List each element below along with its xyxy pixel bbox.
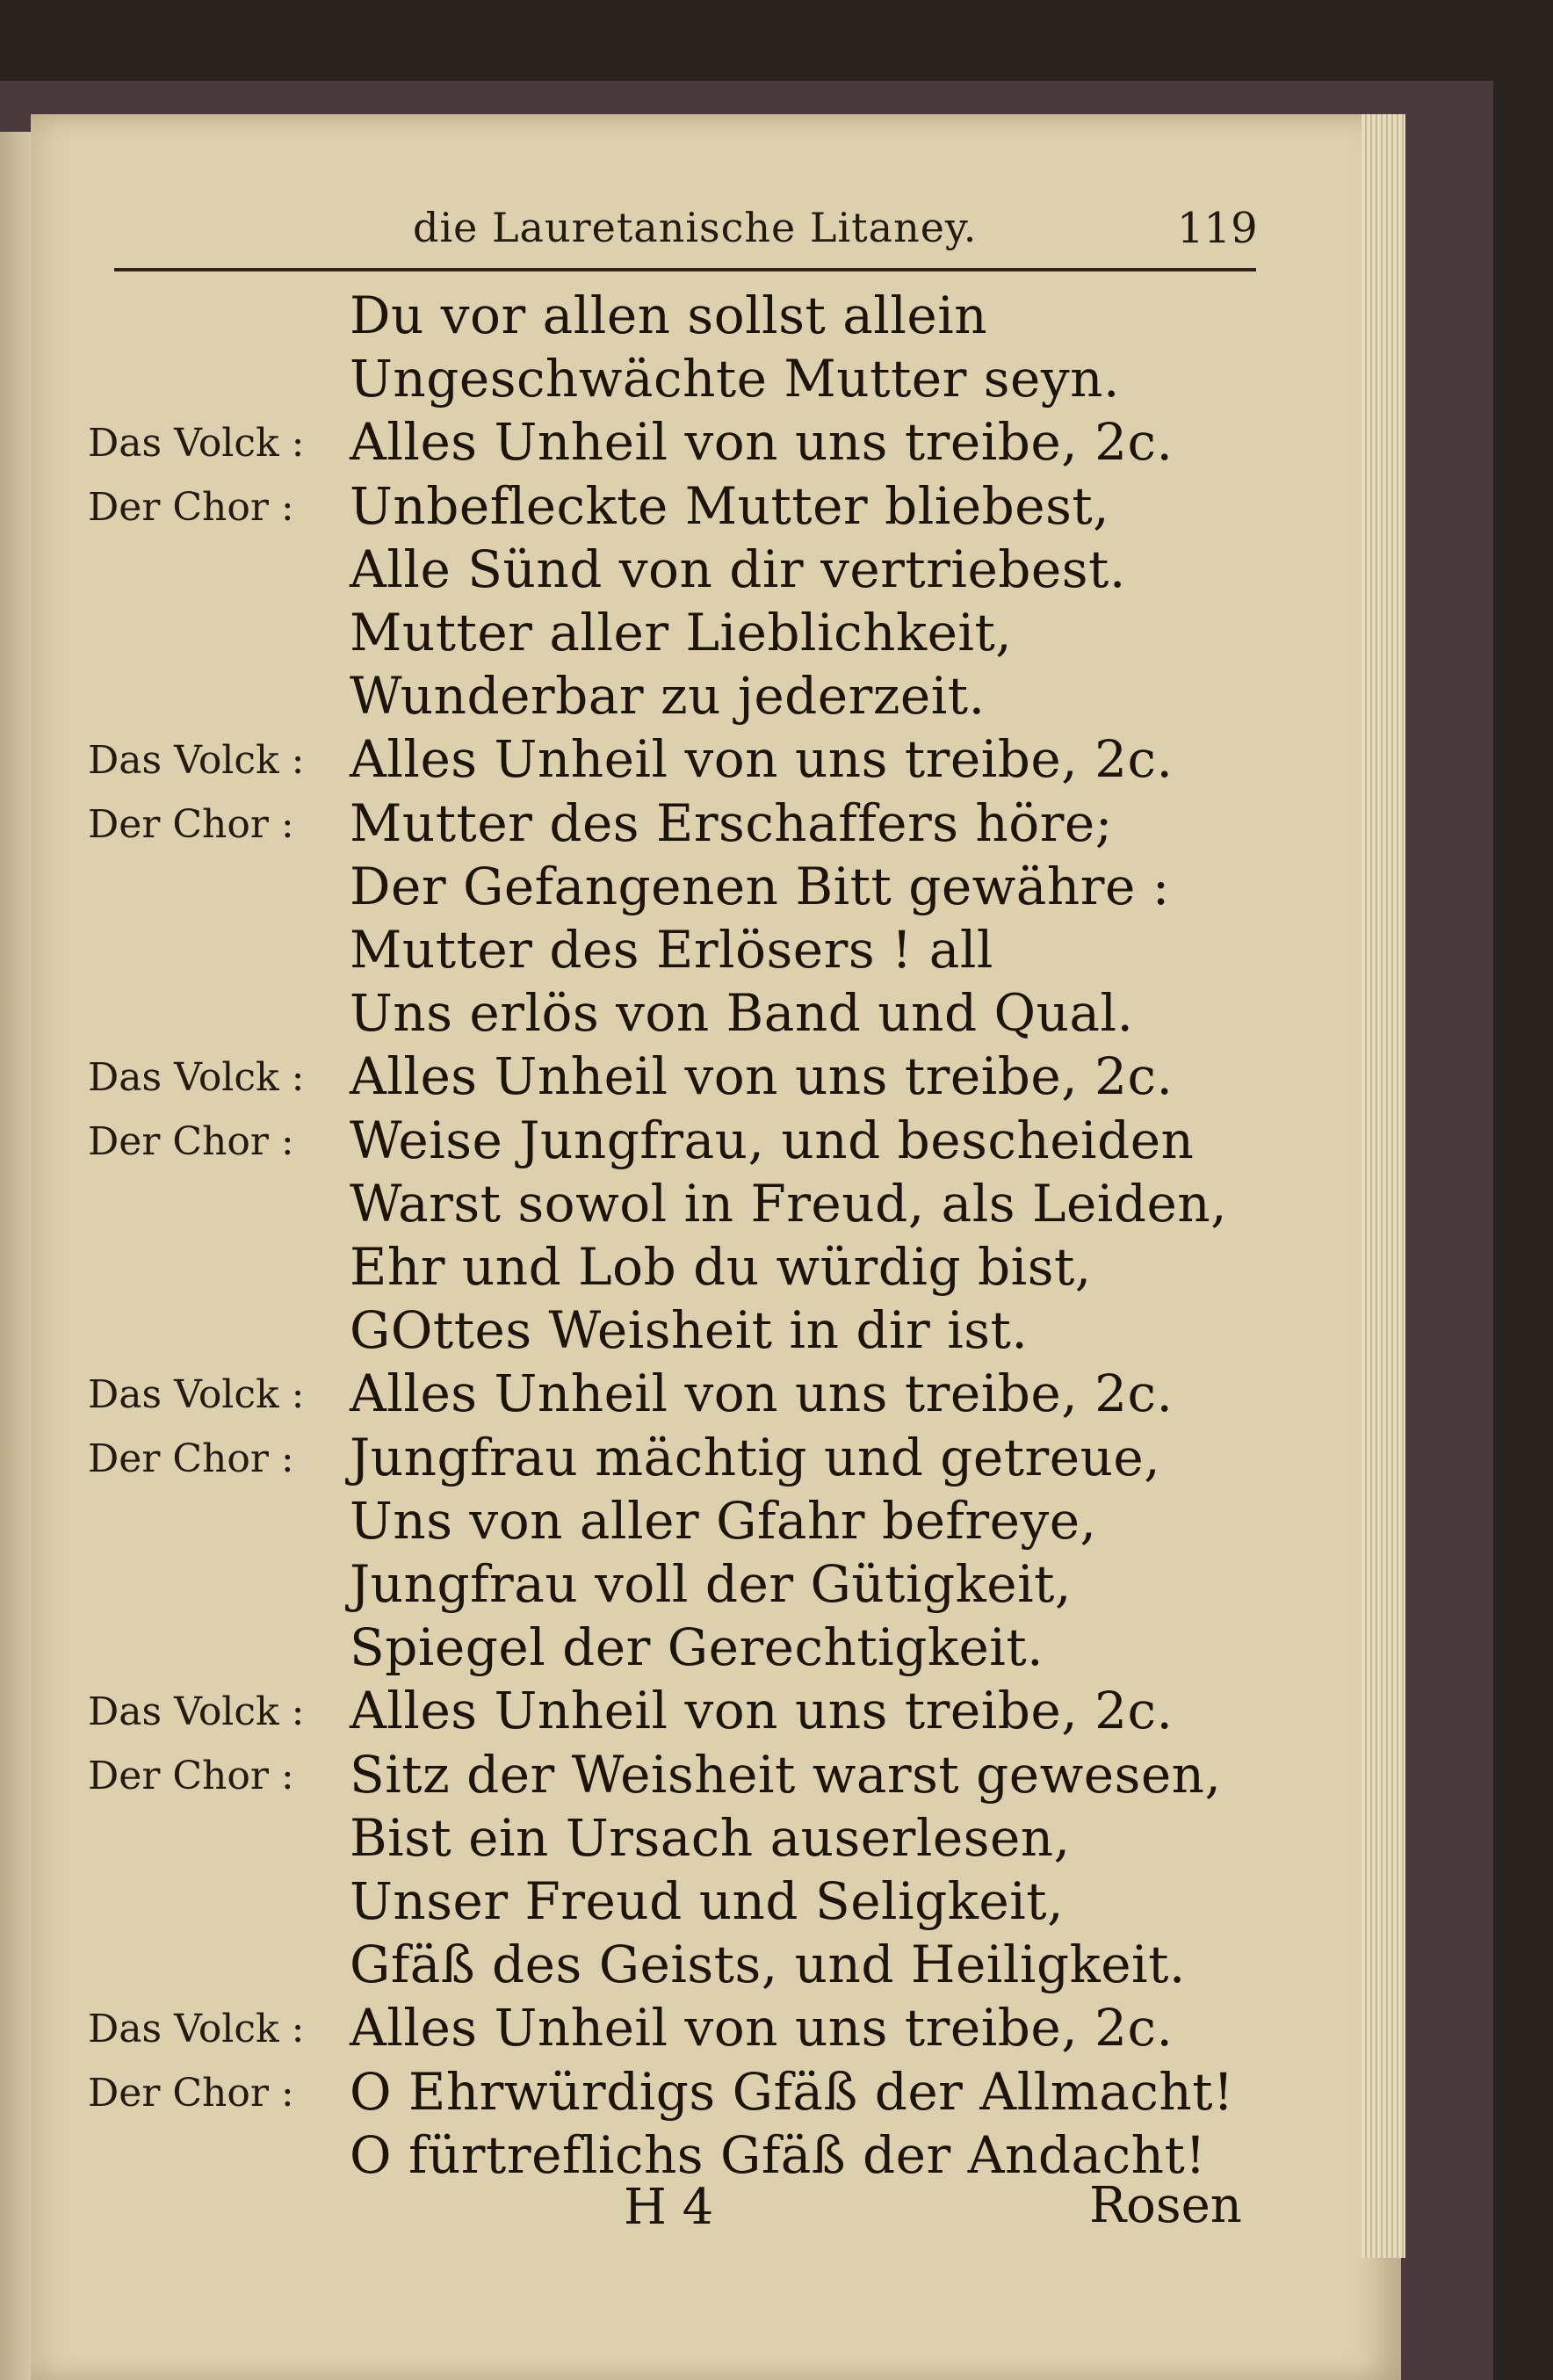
verse-line: Alles Unheil von uns treibe, 2c. [350,1681,1174,1741]
verse-line: Weise Jungfrau, und bescheiden [350,1110,1195,1170]
speaker-label: Der Chor : [88,1436,294,1481]
page-edges [1362,114,1405,2258]
speaker-label: Das Volck : [88,1689,305,1735]
speaker-label: Das Volck : [88,1372,305,1418]
verse-line: Der Gefangenen Bitt gewähre : [350,856,1170,916]
verse-line: Alles Unheil von uns treibe, 2c. [350,1046,1174,1107]
verse-line: Alles Unheil von uns treibe, 2c. [350,412,1174,473]
speaker-label: Der Chor : [88,484,294,530]
verse-line: Unbefleckte Mutter bliebest, [350,475,1110,536]
verse-line: Uns erlös von Band und Qual. [350,983,1134,1044]
verse-line: Warst sowol in Freud, als Leiden, [350,1173,1228,1233]
speaker-label: Das Volck : [88,1055,305,1101]
verse-line: GOttes Weisheit in dir ist. [350,1300,1029,1361]
verse-line: Uns von aller Gfahr befreye, [350,1490,1097,1551]
verse-line: Jungfrau voll der Gütigkeit, [350,1554,1072,1614]
speaker-label: Das Volck : [88,2007,305,2052]
facing-page-edge [0,132,35,2380]
page-number: 119 [1177,204,1258,253]
running-title: die Lauretanische Litaney. [413,204,978,251]
verse-line: Sitz der Weisheit warst gewesen, [350,1744,1222,1805]
verse-line: Alles Unheil von uns treibe, 2c. [350,1364,1174,1424]
verse-line: Wunderbar zu jederzeit. [350,666,986,727]
speaker-label: Das Volck : [88,738,305,784]
verse-line: Bist ein Ursach auserlesen, [350,1807,1071,1868]
speaker-label: Der Chor : [88,801,294,847]
verse-line: Gfäß des Geists, und Heiligkeit. [350,1935,1186,1995]
verse-line: Spiegel der Gerechtigkeit. [350,1617,1044,1678]
header-rule [114,268,1256,271]
speaker-label: Das Volck : [88,421,305,467]
verse-line: Alles Unheil von uns treibe, 2c. [350,729,1174,790]
verse-line: Ungeschwächte Mutter seyn. [350,349,1120,409]
speaker-label: Der Chor : [88,1118,294,1164]
speaker-label: Der Chor : [88,2070,294,2116]
verse-line: O Ehrwürdigs Gfäß der Allmacht! [350,2061,1234,2122]
verse-line: Du vor allen sollst allein [350,286,988,345]
verse-line: Alles Unheil von uns treibe, 2c. [350,1998,1174,2058]
verse-line: Unser Freud und Seligkeit, [350,1871,1065,1931]
catchword: Rosen [1089,2177,1242,2234]
speaker-label: Der Chor : [88,1753,294,1798]
verse-line: O fürtreflichs Gfäß der Andacht! [350,2124,1207,2185]
verse-line: Mutter des Erlösers ! all [350,920,993,980]
verse-line: Alle Sünd von dir vertriebest. [350,539,1126,599]
verse-line: Jungfrau mächtig und getreue, [350,1427,1161,1487]
signature-mark: H 4 [624,2179,714,2236]
verse-line: Ehr und Lob du würdig bist, [350,1237,1092,1297]
verse-line: Mutter aller Lieblichkeit, [350,603,1013,662]
verse-line: Mutter des Erschaffers höre; [350,792,1113,853]
